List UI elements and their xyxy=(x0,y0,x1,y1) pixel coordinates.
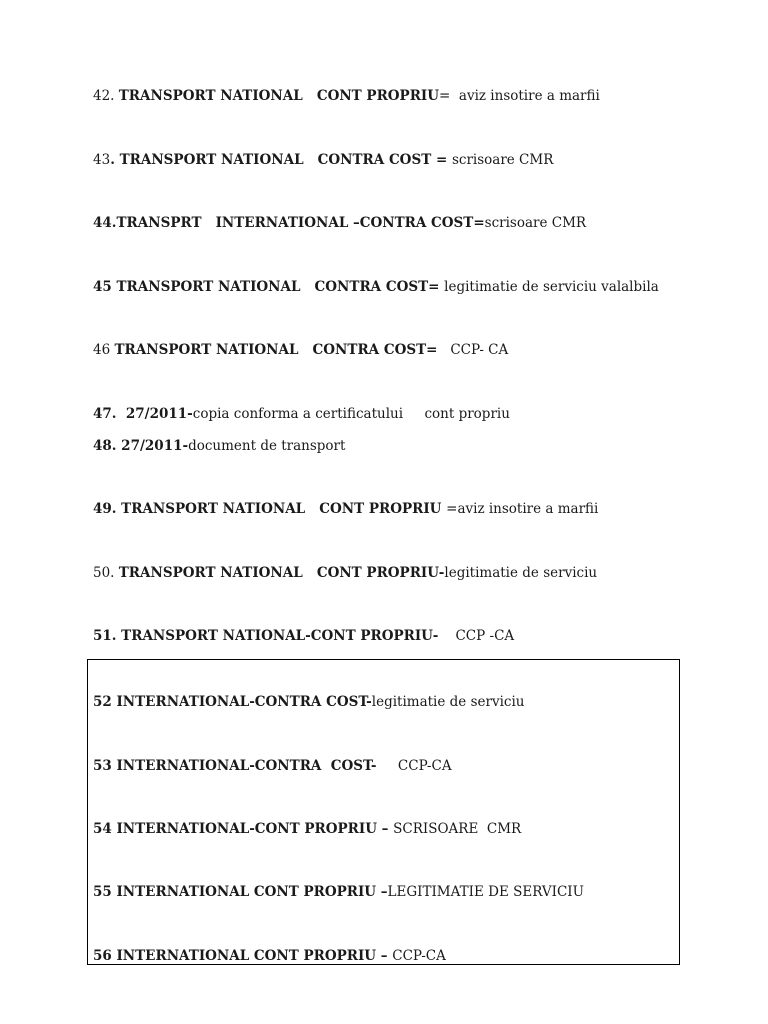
entry-56: 56 INTERNATIONAL CONT PROPRIU – CCP-CA xyxy=(93,948,446,964)
entry-48: 48. 27/2011-document de transport xyxy=(93,438,346,454)
entry-55: 55 INTERNATIONAL CONT PROPRIU –LEGITIMATIE DE SERVICIU xyxy=(93,884,584,900)
entry-45: 45 TRANSPORT NATIONAL CONTRA COST= legitimatie de serviciu valalbila xyxy=(93,279,659,295)
entry-43: 43. TRANSPORT NATIONAL CONTRA COST = scrisoare CMR xyxy=(93,152,554,168)
entry-46: 46 TRANSPORT NATIONAL CONTRA COST= CCP- CA xyxy=(93,342,509,358)
entry-44: 44.TRANSPRT INTERNATIONAL –CONTRA COST=scrisoare CMR xyxy=(93,215,587,231)
entry-47: 47. 27/2011-copia conforma a certificatului cont propriu xyxy=(93,406,510,422)
entry-52: 52 INTERNATIONAL-CONTRA COST-legitimatie de serviciu xyxy=(93,694,525,710)
entry-51: 51. TRANSPORT NATIONAL-CONT PROPRIU- CCP -CA xyxy=(93,628,515,644)
entry-50: 50. TRANSPORT NATIONAL CONT PROPRIU-legitimatie de serviciu xyxy=(93,565,598,581)
entry-42: 42. TRANSPORT NATIONAL CONT PROPRIU= aviz insotire a marfii xyxy=(93,88,600,104)
entry-53: 53 INTERNATIONAL-CONTRA COST- CCP-CA xyxy=(93,758,452,774)
entry-49: 49. TRANSPORT NATIONAL CONT PROPRIU =aviz insotire a marfii xyxy=(93,501,599,517)
entry-54: 54 INTERNATIONAL-CONT PROPRIU – SCRISOARE CMR xyxy=(93,821,522,837)
